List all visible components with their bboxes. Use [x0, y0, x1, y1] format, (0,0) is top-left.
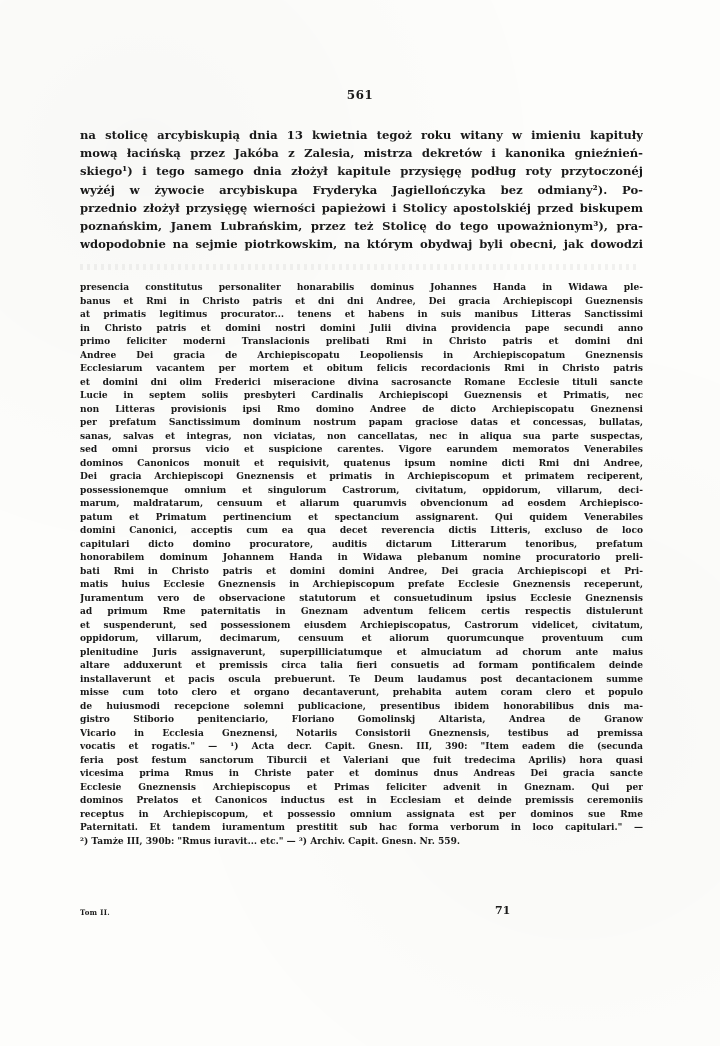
- footnote-line: et domini dni olim Frederici miseracione divina sacrosancte Romane Ecclesie tituli sancte: [80, 377, 643, 388]
- footnote-line: Vicario in Ecclesia Gneznensi, Notariis Consistorii Gneznensis, testibus ad premissa: [80, 728, 643, 739]
- body-line: wdopodobnie na sejmie piotrkowskim, na którym obydwaj byli obecni, jak dowodzi: [80, 237, 643, 252]
- body-line: na stolicę arcybiskupią dnia 13 kwietnia tegoż roku witany w imieniu kapituły: [80, 128, 643, 142]
- footnote-line: ²) Tamże III, 390b: "Rmus iuravit... etc." — ³) Archiv. Capit. Gnesn. Nr. 559.: [80, 836, 461, 847]
- footnote-line: altare adduxerunt et premissis circa talia fieri consuetis ad formam pontificalem deinde: [80, 661, 643, 671]
- footnote-line: installaverunt et pacis oscula prebuerunt. Te Deum laudamus post decantacionem summe: [80, 674, 643, 685]
- footnote-line: matis huius Ecclesie Gneznensis in Archiepiscopum prefate Ecclesie Gneznensis receperunt,: [80, 580, 643, 590]
- footnote-line: et suspenderunt, sed possessionem eiusdem Archiepiscopatus, Castrorum videlicet, civitatum,: [80, 620, 643, 631]
- footnote-line: Ecclesie Gneznensis Archiepiscopus et Primas feliciter advenit in Gneznam. Qui per: [80, 782, 643, 793]
- footnote-line: non Litteras provisionis ipsi Rmo domino Andree de dicto Archiepiscopatu Gneznensi: [80, 404, 643, 415]
- bleed-through-line: [80, 264, 640, 270]
- footnote-line: receptus in Archiepiscopum, et possessio omnium assignata est per dominos sue Rme: [80, 809, 643, 820]
- footnote-line: Dei gracia Archiepiscopi Gneznensis et primatis in Archiepiscopum et primatem reciperent,: [80, 472, 643, 482]
- footnote-block: [80, 282, 643, 849]
- body-line: poznańskim, Janem Lubrańskim, przez też Stolicę do tego upoważnionym³), pra-: [80, 219, 643, 234]
- footnote-line: marum, maldratarum, censuum et aliarum quarumvis obvencionum ad eosdem Archiepisco-: [80, 499, 643, 509]
- footnote-line: sed omni prorsus vicio et suspicione carentes. Vigore earundem memoratos Venerabiles: [80, 445, 643, 455]
- footnote-line: Ecclesiarum vacantem per mortem et obitum felicis recordacionis Rmi in Christo patris: [80, 364, 643, 374]
- footnote-line: banus et Rmi in Christo patris et dni dni Andree, Dei gracia Archiepiscopi Gueznensis: [80, 296, 643, 307]
- footnote-line: at primatis legitimus procurator... tenens et habens in suis manibus Litteras Sanctissimi: [80, 310, 643, 320]
- footnote-line: Juramentum vero de observacione statutorum et consuetudinum ipsius Ecclesie Gneznensis: [80, 593, 643, 604]
- signature-mark: Tom II.: [80, 908, 111, 917]
- footnote-line: vocatis et rogatis." — ¹) Acta decr. Capit. Gnesn. III, 390: "Item eadem die (secunda: [80, 742, 643, 752]
- main-body-text: [80, 126, 643, 253]
- footnote-line: dominos Prelatos et Canonicos inductus est in Ecclesiam et deinde premissis ceremoniis: [80, 796, 643, 806]
- footnote-line: bati Rmi in Christo patris et domini domini Andree, Dei gracia Archiepiscopi et Pri-: [80, 566, 643, 577]
- body-line: skiego¹) i tego samego dnia złożył kapitule przysięgę podług roty przytoczonéj: [80, 164, 643, 179]
- footnote-line: primo feliciter moderni Translacionis prelibati Rmi in Christo patris et domini dni: [80, 337, 643, 347]
- footnote-line: de huiusmodi recepcione solemni publicacione, presentibus ibidem honorabilibus dnis ma-: [80, 701, 643, 712]
- footnote-line: possessionemque omnium et singulorum Castrorum, civitatum, oppidorum, villarum, deci-: [80, 485, 643, 496]
- sheet-number: 71: [495, 904, 511, 917]
- footnote-line: oppidorum, villarum, decimarum, censuum et aliorum quorumcunque proventuum cum: [80, 634, 643, 644]
- footnote-line: Lucie in septem soliis presbyteri Cardinalis Archiepiscopi Gueznensis et Primatis, nec: [80, 391, 643, 401]
- footnote-line: gistro Stiborio penitenciario, Floriano Gomolinskj Altarista, Andrea de Granow: [80, 715, 643, 725]
- page-number: 561: [346, 88, 374, 102]
- footnote-line: plenitudine Juris assignaverunt, superpilliciatumque et almuciatum ad chorum ante maius: [80, 647, 643, 658]
- footnote-line: dominos Canonicos monuit et requisivit, quatenus ipsum nomine dicti Rmi dni Andree,: [80, 458, 643, 469]
- footnote-line: Andree Dei gracia de Archiepiscopatu Leopoliensis in Archiepiscopatum Gneznensis: [80, 350, 643, 361]
- footnote-line: presencia constitutus personaliter honarabilis dominus Johannes Handa in Widawa ple-: [80, 283, 643, 293]
- footnote-line: feria post festum sanctorum Tiburcii et Valeriani que fuit tredecima Aprilis) hora quasi: [80, 755, 643, 766]
- footnote-line: ad primum Rme paternitatis in Gneznam adventum felicem certis respectis distulerunt: [80, 607, 643, 617]
- footnote-line: sanas, salvas et integras, non viciatas, non cancellatas, nec in aliqua sua parte suspectas,: [80, 431, 643, 442]
- footnote-line: honorabilem dominum Johannem Handa in Widawa plebanum nomine procuratorio preli-: [80, 553, 643, 563]
- body-line: mową łacińską przez Jakóba z Zalesia, mistrza dekretów i kanonika gnieźnień-: [80, 146, 643, 161]
- footnote-line: misse cum toto clero et organo decantaverunt, prehabita autem coram clero et populo: [80, 688, 643, 698]
- footnote-line: patum et Primatum pertinencium et spectancium assignarent. Qui quidem Venerabiles: [80, 512, 643, 523]
- footnote-line: vicesima prima Rmus in Christe pater et dominus dnus Andreas Dei gracia sancte: [80, 769, 643, 779]
- body-line: przednio złożył przysięgę wierności papieżowi i Stolicy apostolskiéj przed biskupem: [80, 200, 643, 215]
- footnote-line: in Christo patris et domini nostri domini Julii divina providencia pape secundi anno: [80, 323, 643, 334]
- footnote-line: per prefatum Sanctissimum dominum nostrum papam graciose datas et concessas, bullatas,: [80, 418, 643, 428]
- footnote-line: domini Canonici, acceptis cum ea qua decet reverencia dictis Litteris, excluso de loco: [80, 526, 643, 536]
- footnote-line: capitulari dicto domino procuratore, auditis dictarum Litterarum tenoribus, prefatum: [80, 539, 643, 550]
- body-line: wyżéj w żywocie arcybiskupa Fryderyka Jagiellończyka bez odmiany²). Po-: [80, 182, 643, 197]
- footnote-line: Paternitati. Et tandem iuramentum prestitit sub hac forma verborum in loco capitulari." —: [80, 823, 643, 833]
